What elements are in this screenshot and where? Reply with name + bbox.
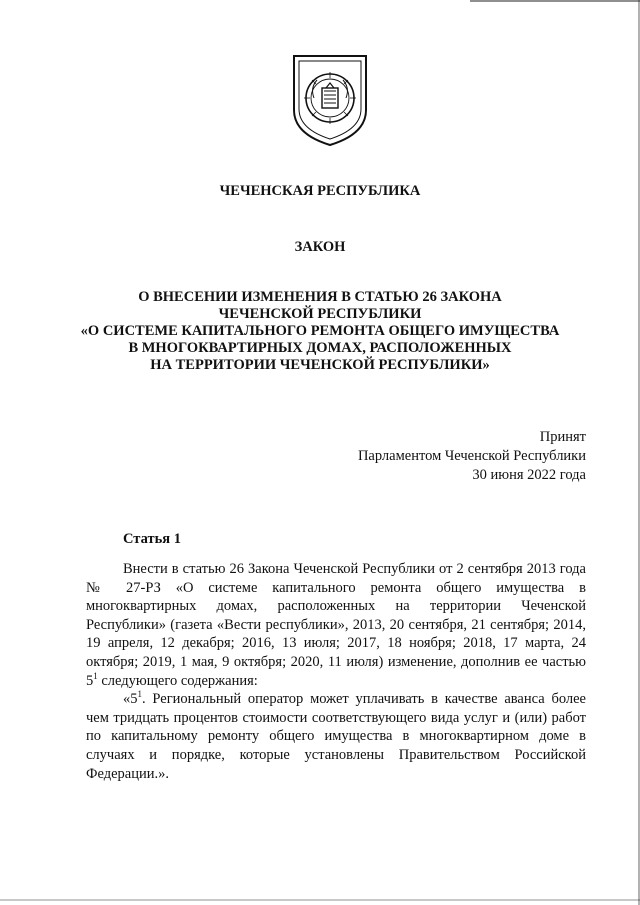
law-title-line: «О СИСТЕМЕ КАПИТАЛЬНОГО РЕМОНТА ОБЩЕГО ИМУЩЕСТВА [80,323,560,339]
scan-artifact-bottom [0,899,640,901]
paragraph-text: следующего содержания: [97,672,258,689]
law-title-line: В МНОГОКВАРТИРНЫХ ДОМАХ, РАСПОЛОЖЕННЫХ [128,340,512,356]
article-paragraph-2 [86,690,586,783]
superscript: 1 [137,689,142,700]
adoption-body: Парламентом Чеченской Республики [357,448,586,464]
article-paragraph-1 [86,560,586,690]
paragraph-text: «5 [123,691,138,708]
adoption-block [358,428,586,485]
law-title-line: НА ТЕРРИТОРИИ ЧЕЧЕНСКОЙ РЕСПУБЛИКИ» [150,357,490,373]
law-title-line: ЧЕЧЕНСКОЙ РЕСПУБЛИКИ [218,306,422,322]
document-type-heading: ЗАКОН [294,239,346,255]
paragraph-text: Внести в статью 26 Закона Чеченской Республики от 2 сентября 2013 года № 27-РЗ «О системе капитального ремонта общего имущества в многоквартирных домах, расположенных на территории Чеченской Республики» (газета «Вести республики», 2013, 20 сентября, 21 сентября; 2014, 19 апреля, 12 декабря; 2016, 13 июля; 2017, 18 ноября; 2018, 17 марта, 24 октября; 2019, 1 мая, 9 октября; 2020, 11 июля) изменение, дополнив ее частью 5 [86,561,586,689]
superscript: 1 [93,670,98,681]
law-title-line: О ВНЕСЕНИИ ИЗМЕНЕНИЯ В СТАТЬЮ 26 ЗАКОНА [138,289,502,305]
article-body [86,560,586,783]
paragraph-text: . Региональный оператор может уплачивать в качестве аванса более чем тридцать процентов стоимости соответствующего вида услуг и (или) работ по капитальному ремонту общего имущества в многоквартирном доме в случаях и порядке, которые установлены Правительством Российской Федерации.». [86,691,586,782]
scan-artifact-top [470,0,640,2]
republic-heading: ЧЕЧЕНСКАЯ РЕСПУБЛИКА [219,183,421,199]
article-heading: Статья 1 [123,531,181,547]
law-title [0,289,640,374]
chechen-republic-coat-of-arms-icon [290,52,370,148]
adoption-date: 30 июня 2022 года [472,467,586,483]
adoption-label: Принят [539,429,586,445]
